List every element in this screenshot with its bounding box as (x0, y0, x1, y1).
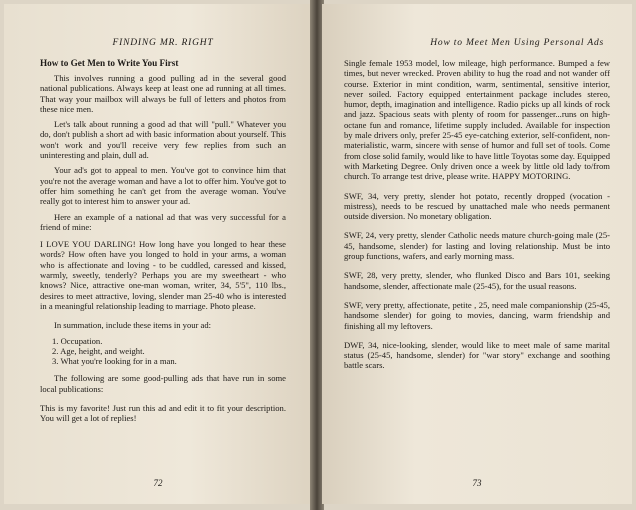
summary-item: 3. What you're looking for in a man. (52, 356, 177, 367)
personal-ad: SWF, 34, very pretty, slender hot potato, recently dropped (vocation - mistress), needs to be rescued by unattached male who needs permanent outside diversion. No monetary obligation. (344, 190, 610, 222)
summary-item: 1. Occupation. (52, 335, 103, 346)
right-page (322, 4, 632, 504)
personal-ad: SWF, 28, very pretty, slender, who flunked Disco and Bars 101, seeking handsome, slender, affectionate male (25-45), for the usual reasons. (344, 270, 610, 291)
paragraph-3: Your ad's got to appeal to men. You've got to convince him that you're not the average woman and have a lot to offer him. You've got to offer him something he can't get from the average woman. You've really got to interest him to answer your ad. (40, 165, 286, 207)
paragraph-2: Let's talk about running a good ad that will "pull." Whatever you do, don't publish a short ad with basic information about yourself. This won't work and you'll receive very few replies from such an uninteresting and plain, dull ad. (40, 119, 286, 161)
summary-intro: In summation, include these items in your ad: (54, 320, 212, 331)
summary-list (52, 336, 286, 367)
running-head-left: FINDING MR. RIGHT (112, 38, 214, 48)
summary-item: 2. Age, height, and weight. (52, 345, 145, 356)
page-number-right: 73 (472, 478, 482, 488)
page-number-left: 72 (153, 478, 163, 488)
personal-ad: Single female 1953 model, low mileage, high performance. Bumped a few times, but never wrecked. Proven ability to hug the road and not wander off course. Exterior in mint condition, warm, sentimental, sensitive interior, never soiled. Factory equipped entertainment package includes stereo, humor, depth, imagination and intelligence. Radio picks up all kinds of rock and jazz. Spacious seats with plenty of room for passenger...runs on high-octane fun and romance, lifetime supply included. Available for inspection by male drivers only, prefer 25-45 eye-catching exterior, self-confident, non-materialistic, warm, sincere with sense of humor and full set of tools. Come from close solid family, would like to have little Toyotas some day. Equipped with Marketing Degree. Only driven once a week by little old lady to/from church. To arrange test drive, please write. HAPPY MOTORING. (344, 58, 610, 182)
paragraph-4: Here an example of a national ad that was very successful for a friend of mine: (40, 211, 286, 232)
running-head-right: How to Meet Men Using Personal Ads (430, 38, 604, 48)
closing-paragraph: This is my favorite! Just run this ad and edit it to fit your description. You will get a lot of replies! (40, 403, 286, 424)
paragraph-1: This involves running a good pulling ad in the several good national publications. Always keep at least one ad running at all times. That way your mailbox will always be full of letters and photos from these nice men. (40, 73, 286, 114)
personal-ad: SWF, very pretty, affectionate, petite , 25, need male companionship (25-45, handsome slender) for going to movies, dancing, warm friendship and finishing all my leftovers. (344, 299, 610, 331)
section-title: How to Get Men to Write You First (40, 58, 179, 68)
personal-ad: SWF, 24, very pretty, slender Catholic needs mature church-going male (25-45, handsome, slender) for lasting and loving relationship. Must be into group functions, wafers, and early morning mass. (344, 230, 610, 262)
personal-ad: DWF, 34, nice-looking, slender, would like to meet male of same marital status (25-45, handsome, slender) for "war story" exchange and soothing battle scars. (344, 339, 610, 371)
example-ad: I LOVE YOU DARLING! How long have you longed to hear these words? How often have you longed to hold in your arms, a woman who is affectionate and loving - to be cuddled, caressed and kissed, warmly, sweetly, tenderly? Perhaps you are my sweetheart - who knows? Nice, attractive one-man woman, writer, 34, 5'5", 110 lbs., desires to meet attractive, loving, slender man 25-40 who is interested in a meaningful relationship leading to marriage. Photo please. (40, 239, 286, 311)
left-page (4, 4, 312, 504)
following-intro: The following are some good-pulling ads that have run in some local publications: (40, 373, 286, 394)
